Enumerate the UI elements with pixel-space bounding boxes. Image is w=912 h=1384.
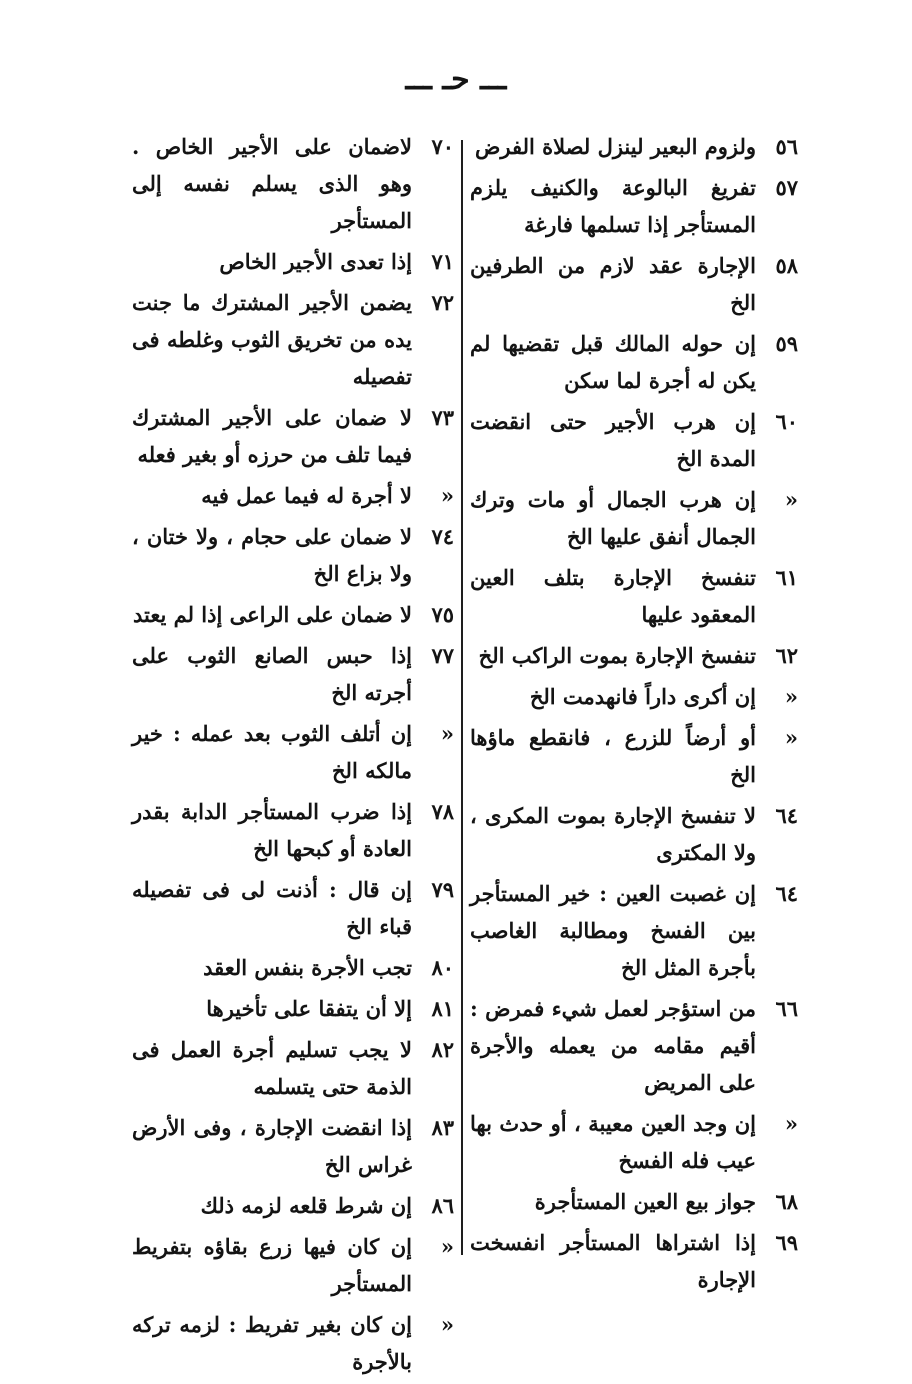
entry-text: جواز بيع العين المستأجرة bbox=[534, 1189, 756, 1214]
entry-text: لا ضمان على حجام ، ولا ختان ، ولا بزاع الخ bbox=[132, 524, 412, 586]
entry-text: من استؤجر لعمل شيء فمرض : أقيم مقامه من يعمله والأجرة على المريض bbox=[470, 996, 756, 1095]
index-entry bbox=[132, 990, 454, 1027]
index-entry bbox=[132, 1228, 454, 1302]
entry-page-number: ٦٩ bbox=[775, 1230, 798, 1255]
entry-page-number: ٨١ bbox=[431, 996, 454, 1021]
entry-text: تنفسخ الإجارة بتلف العين المعقود عليها bbox=[470, 565, 756, 627]
entry-text: ولزوم البعير لينزل لصلاة الفرض bbox=[474, 134, 756, 159]
index-entry bbox=[132, 1031, 454, 1105]
index-entry bbox=[470, 1105, 798, 1179]
entry-text: إن غصبت العين : خير المستأجر بين الفسخ ومطالبة الغاصب بأجرة المثل الخ bbox=[470, 881, 756, 980]
index-entry bbox=[132, 871, 454, 945]
entry-page-number: ٧٥ bbox=[431, 602, 454, 627]
entry-page-number: ٦٤ bbox=[775, 881, 798, 906]
entry-text: تنفسخ الإجارة بموت الراكب الخ bbox=[478, 643, 756, 668]
index-entry bbox=[470, 169, 798, 243]
index-entry bbox=[470, 559, 798, 633]
entry-text: إذا حبس الصانع الثوب على أجرته الخ bbox=[132, 643, 412, 705]
index-entry bbox=[470, 719, 798, 793]
entry-page-number: ٧٧ bbox=[431, 643, 454, 668]
entry-text: إن كان بغير تفريط : لزمه تركه بالأجرة bbox=[132, 1312, 412, 1374]
entry-text: أو أرضاً للزرع ، فانقطع ماؤها الخ bbox=[470, 725, 756, 787]
entry-page-number: ٥٦ bbox=[775, 134, 798, 159]
index-entry bbox=[470, 797, 798, 871]
index-entry bbox=[132, 715, 454, 789]
entry-page-number: ٥٩ bbox=[775, 331, 798, 356]
entry-text: إن هرب الجمال أو مات وترك الجمال أنفق عليها الخ bbox=[470, 487, 756, 549]
entry-page-number: « bbox=[784, 684, 798, 709]
index-entry bbox=[132, 1306, 454, 1380]
entry-text: لا تنفسخ الإجارة بموت المكرى ، ولا المكترى bbox=[470, 803, 756, 865]
entry-page-number: « bbox=[440, 483, 454, 508]
entry-text: إن أكرى داراً فانهدمت الخ bbox=[529, 684, 756, 709]
entry-text: إن وجد العين معيبة ، أو حدث بها عيب فله الفسخ bbox=[470, 1111, 756, 1173]
index-entry bbox=[132, 949, 454, 986]
index-entry bbox=[470, 247, 798, 321]
index-entry bbox=[470, 678, 798, 715]
entry-page-number: ٨٢ bbox=[431, 1037, 454, 1062]
entry-text: لاضمان على الأجير الخاص . وهو الذى يسلم نفسه إلى المستأجر bbox=[132, 134, 412, 233]
entry-page-number: ٧٤ bbox=[431, 524, 454, 549]
column-divider bbox=[461, 140, 463, 1255]
entry-page-number: ٦٠ bbox=[775, 409, 798, 434]
entry-page-number: ٨٣ bbox=[431, 1115, 454, 1140]
entry-text: إن هرب الأجير حتى انقضت المدة الخ bbox=[470, 409, 756, 471]
entry-page-number: ٨٦ bbox=[431, 1193, 454, 1218]
entry-text: الإجارة عقد لازم من الطرفين الخ bbox=[470, 253, 756, 315]
entry-page-number: ٦١ bbox=[775, 565, 798, 590]
entry-page-number: ٧١ bbox=[431, 249, 454, 274]
entry-page-number: « bbox=[440, 1234, 454, 1259]
index-entry bbox=[132, 284, 454, 395]
entry-text: إلا أن يتفقا على تأخيرها bbox=[206, 996, 412, 1021]
entry-page-number: « bbox=[784, 1111, 798, 1136]
index-entry bbox=[132, 399, 454, 473]
entry-page-number: ٧٨ bbox=[431, 799, 454, 824]
entry-page-number: « bbox=[440, 1312, 454, 1337]
entry-text: إذا انقضت الإجارة ، وفى الأرض غراس الخ bbox=[132, 1115, 412, 1177]
entry-text: إن قال : أذنت لى فى تفصيله قباء الخ bbox=[132, 877, 412, 939]
entry-text: إن شرط قلعه لزمه ذلك bbox=[200, 1193, 412, 1218]
index-column-left bbox=[132, 128, 454, 1384]
entry-page-number: ٦٤ bbox=[775, 803, 798, 828]
entry-text: إن كان فيها زرع بقاؤه بتفريط المستأجر bbox=[132, 1234, 412, 1296]
entry-text: تفريغ البالوعة والكنيف يلزم المستأجر إذا تسلمها فارغة bbox=[470, 175, 756, 237]
index-entry bbox=[470, 875, 798, 986]
index-column-right bbox=[470, 128, 798, 1302]
index-entry bbox=[132, 637, 454, 711]
index-entry bbox=[470, 637, 798, 674]
entry-page-number: ٦٢ bbox=[775, 643, 798, 668]
entry-page-number: ٦٨ bbox=[775, 1189, 798, 1214]
entry-text: لا يجب تسليم أجرة العمل فى الذمة حتى يتسلمه bbox=[132, 1037, 412, 1099]
entry-page-number: ٨٠ bbox=[431, 955, 454, 980]
index-entry bbox=[470, 325, 798, 399]
entry-text: يضمن الأجير المشترك ما جنت يده من تخريق الثوب وغلطه فى تفصيله bbox=[132, 290, 412, 389]
entry-text: لا ضمان على الأجير المشترك فيما تلف من حرزه أو بغير فعله bbox=[132, 405, 412, 467]
entry-text: تجب الأجرة بنفس العقد bbox=[203, 955, 412, 980]
entry-page-number: ٧٣ bbox=[431, 405, 454, 430]
entry-text: إن حوله المالك قبل تقضيها لم يكن له أجرة لما سكن bbox=[470, 331, 756, 393]
index-entry bbox=[132, 243, 454, 280]
entry-text: إذا تعدى الأجير الخاص bbox=[219, 249, 412, 274]
index-entry bbox=[470, 128, 798, 165]
index-entry bbox=[132, 1109, 454, 1183]
entry-page-number: « bbox=[784, 487, 798, 512]
entry-page-number: « bbox=[440, 721, 454, 746]
entry-page-number: ٥٨ bbox=[775, 253, 798, 278]
entry-text: إذا ضرب المستأجر الدابة بقدر العادة أو كبحها الخ bbox=[132, 799, 412, 861]
index-entry bbox=[470, 1224, 798, 1298]
entry-text: إذا اشتراها المستأجر انفسخت الإجارة bbox=[470, 1230, 756, 1292]
index-entry bbox=[470, 1183, 798, 1220]
entry-page-number: ٦٦ bbox=[775, 996, 798, 1021]
index-entry bbox=[132, 477, 454, 514]
entry-page-number: ٧٠ bbox=[431, 134, 454, 159]
entry-page-number: « bbox=[784, 725, 798, 750]
entry-text: لا أجرة له فيما عمل فيه bbox=[201, 483, 412, 508]
page-number: ـــ حـ ـــ bbox=[405, 62, 507, 97]
entry-text: لا ضمان على الراعى إذا لم يعتد bbox=[132, 602, 412, 627]
index-entry bbox=[132, 128, 454, 239]
entry-page-number: ٧٢ bbox=[431, 290, 454, 315]
index-entry bbox=[470, 481, 798, 555]
index-entry bbox=[470, 403, 798, 477]
index-entry bbox=[132, 596, 454, 633]
entry-page-number: ٧٩ bbox=[431, 877, 454, 902]
entry-text: إن أتلف الثوب بعد عمله : خير مالكه الخ bbox=[132, 721, 412, 783]
index-entry bbox=[132, 518, 454, 592]
index-entry bbox=[470, 990, 798, 1101]
index-entry bbox=[132, 793, 454, 867]
index-entry bbox=[132, 1187, 454, 1224]
entry-page-number: ٥٧ bbox=[775, 175, 798, 200]
